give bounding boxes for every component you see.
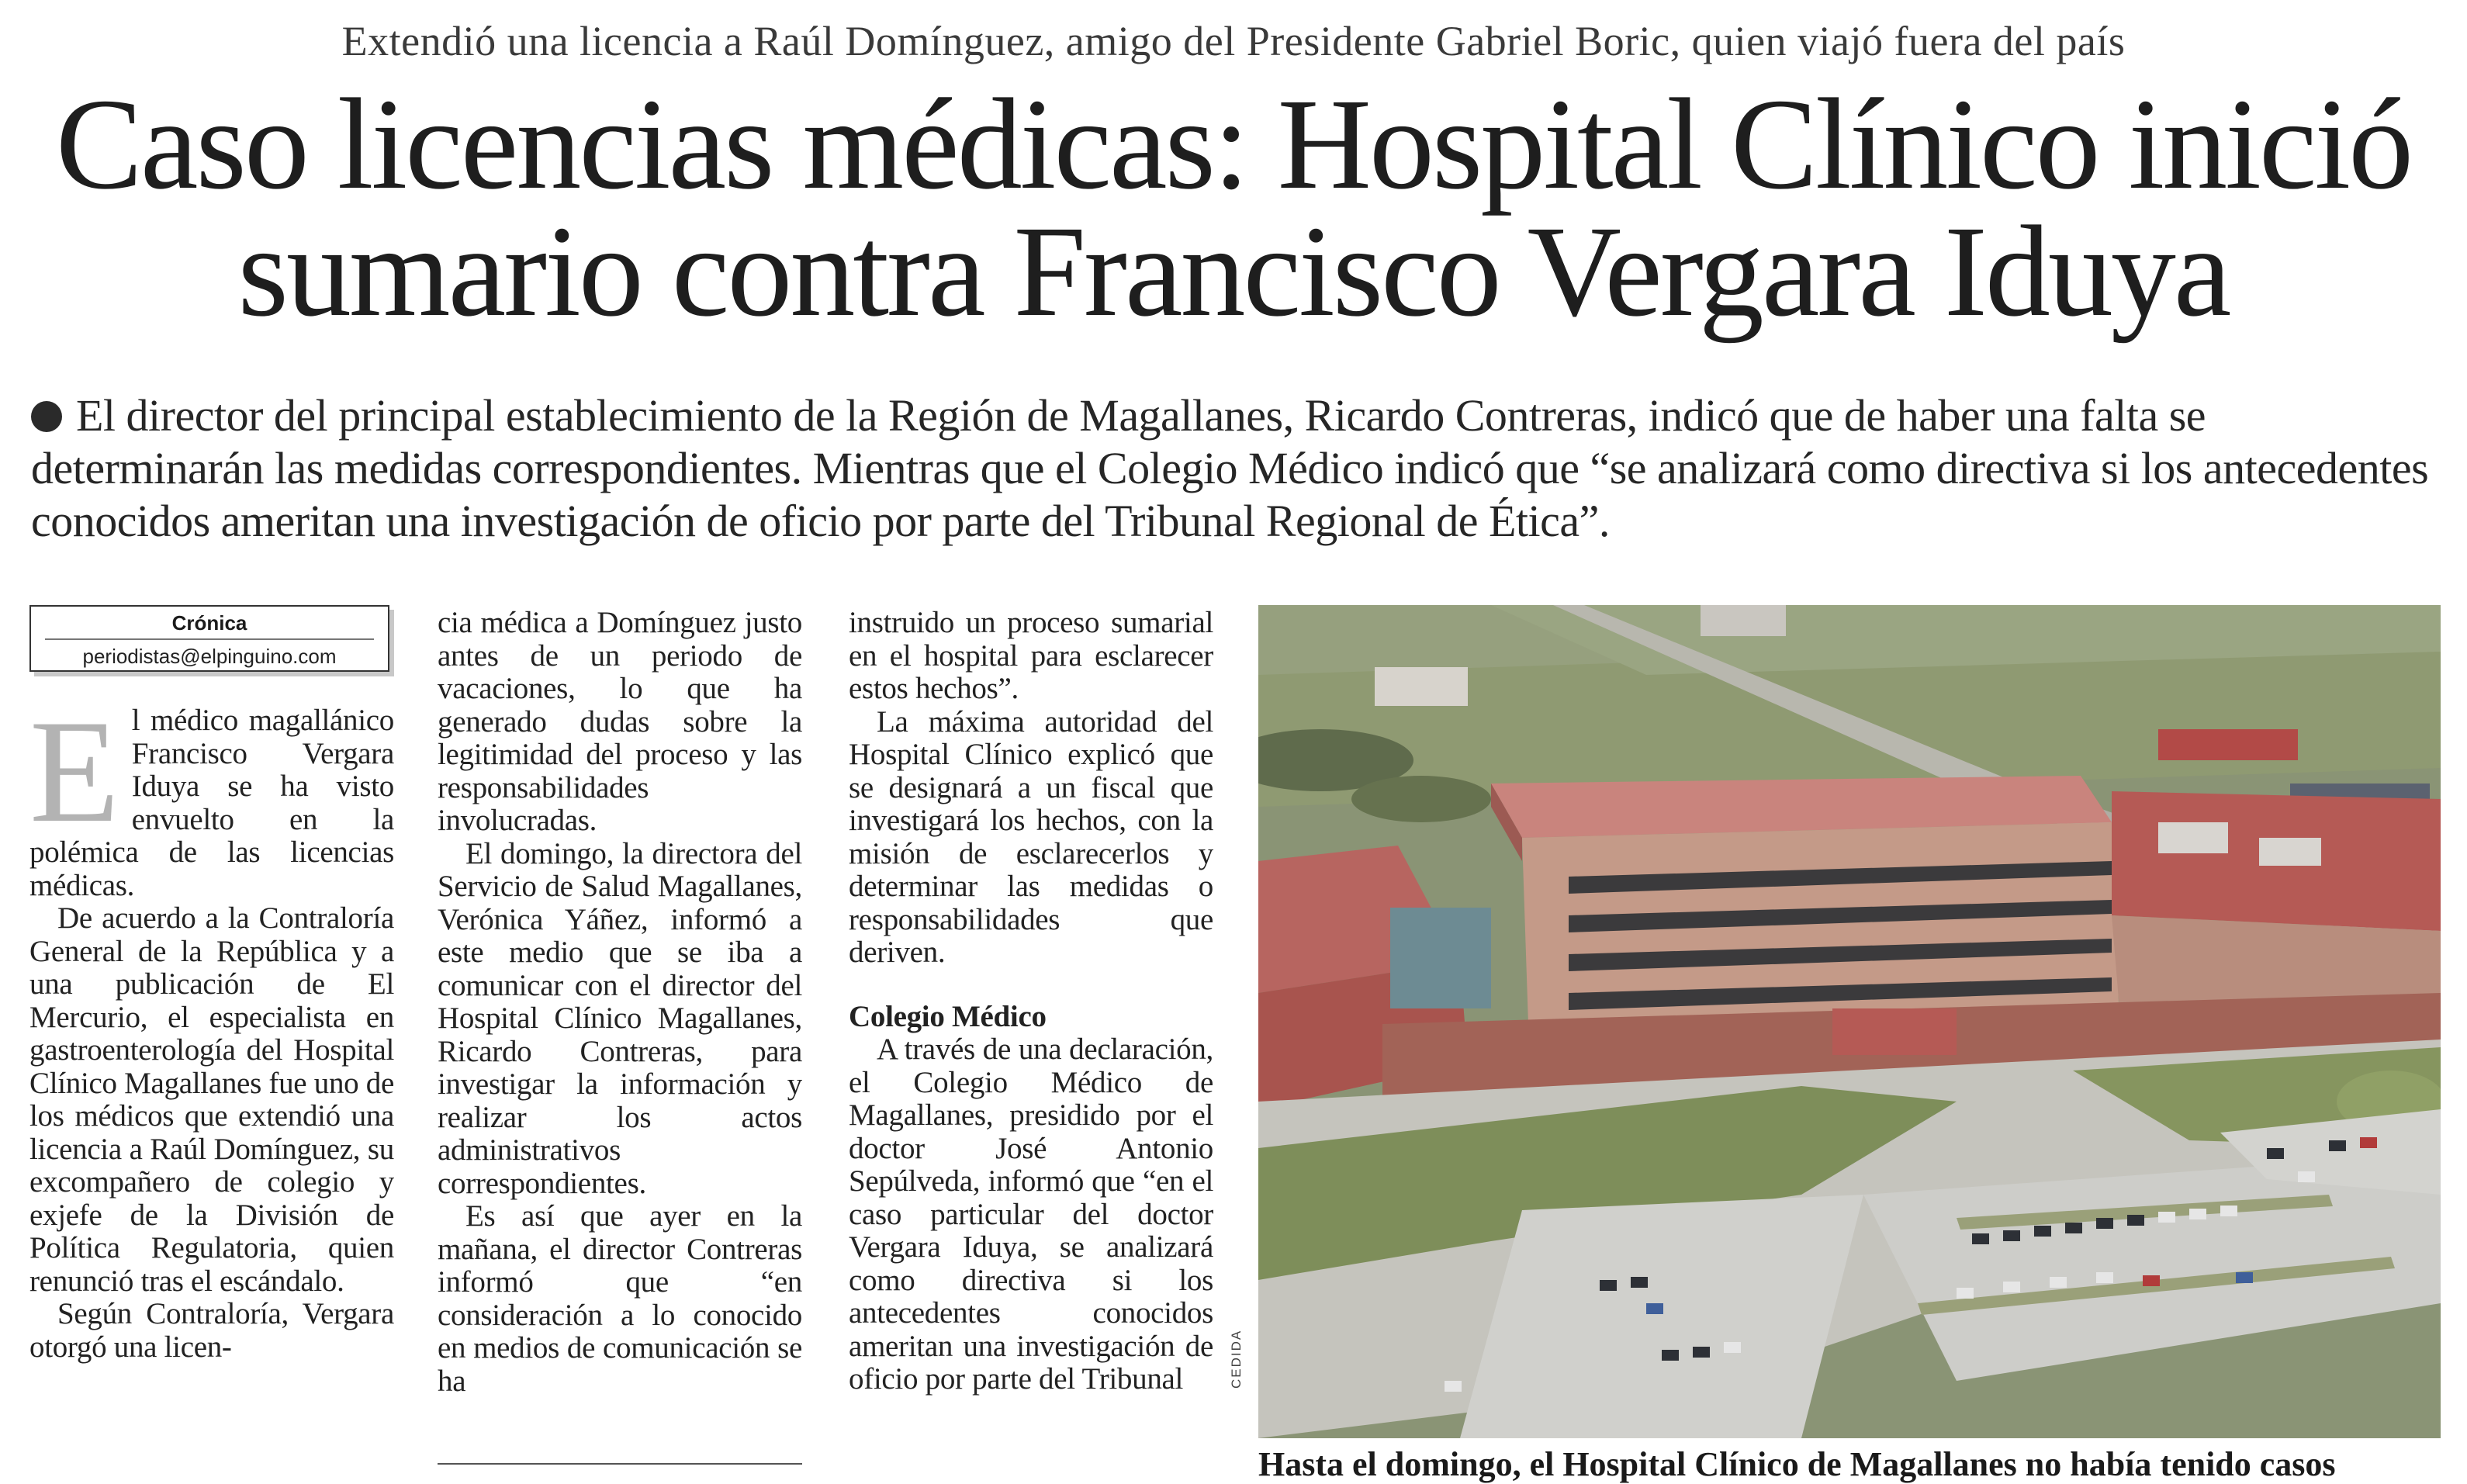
article-column-2 <box>438 607 802 1452</box>
hospital-aerial-photo <box>1258 605 2441 1438</box>
subhead: Colegio Médico <box>849 999 1047 1033</box>
paragraph: instruido un proceso sumarial en el hospital para esclarecer estos hechos”. <box>849 607 1213 705</box>
byline-section: Crónica <box>171 611 247 635</box>
paragraph: l médico magallánico Francisco Vergara Iduya se ha visto envuelto en la polémica de las licencias médicas. <box>29 704 394 902</box>
headline <box>23 72 2444 344</box>
paragraph: Es así que ayer en la mañana, el director Contreras informó que “en consideración a lo conocido en medios de comunicación se ha <box>438 1199 802 1398</box>
byline-email: periodistas@elpinguino.com <box>82 645 337 668</box>
paragraph: cia médica a Domínguez justo antes de un periodo de vacaciones, lo que ha generado dudas sobre la legitimidad del proceso y las responsabilidades involucradas. <box>438 607 802 837</box>
paragraph: La máxima autoridad del Hospital Clínico explicó que se designará a un fiscal que investigará los hechos, con la misión de esclarecerlos y determinar las medidas o responsabilidades que deriven. <box>849 704 1213 969</box>
article-kicker: Extendió una licencia a Raúl Domínguez, amigo del Presidente Gabriel Boric, quien viajó fuera del país <box>341 18 2126 64</box>
bullet-icon <box>31 401 62 432</box>
article-column-3 <box>849 607 1213 1465</box>
paragraph: De acuerdo a la Contraloría General de la República y a una publicación de El Mercurio, el especialista en gastroenterología del Hospital Clínico Magallanes fue uno de los médicos que extendió una licencia a Raúl Domínguez, su excompañero de colegio y exjefe de la División de Política Regulatoria, quien renunció tras el escándalo. <box>29 901 394 1298</box>
article-column-1 <box>29 704 394 1465</box>
paragraph: A través de una declaración, el Colegio Médico de Magallanes, presidido por el doctor José Antonio Sepúlveda, informó que “en el caso particular del doctor Vergara Iduya, se analizará como directiva si los antecedentes conocidos ameritan una investigación de oficio por parte del Tribunal <box>849 1033 1213 1396</box>
headline-line-1: Caso licencias médicas: Hospital Clínico inició <box>55 72 2412 216</box>
article-summary <box>31 389 2444 548</box>
summary-text: El director del principal establecimiento de la Región de Magallanes, Ricardo Contreras, indicó que de haber una falta se determinarán las medidas correspondientes. Mientras que el Colegio Médico indicó que “se analizará como directiva si los antecedentes conocidos ameritan una investigación de oficio por parte del Tribunal Regional de Ética”. <box>31 390 2429 546</box>
drop-cap: E <box>29 704 119 853</box>
photo-caption: Hasta el domingo, el Hospital Clínico de Magallanes no había tenido casos <box>1258 1445 2336 1483</box>
hospital-illustration <box>1258 605 2441 1438</box>
photo-credit: CEDIDA <box>1229 1329 1244 1389</box>
byline-divider <box>45 638 374 640</box>
paragraph: Según Contraloría, Vergara otorgó una licen- <box>29 1297 394 1364</box>
byline-box <box>29 605 389 672</box>
paragraph: El domingo, la directora del Servicio de Salud Magallanes, Verónica Yáñez, informó a este medio que se iba a comunicar con el director del Hospital Clínico Magallanes, Ricardo Contreras, para investigar la información y realizar los actos administrativos correspondientes. <box>438 836 802 1200</box>
headline-line-2: sumario contra Francisco Vergara Iduya <box>237 199 2230 344</box>
